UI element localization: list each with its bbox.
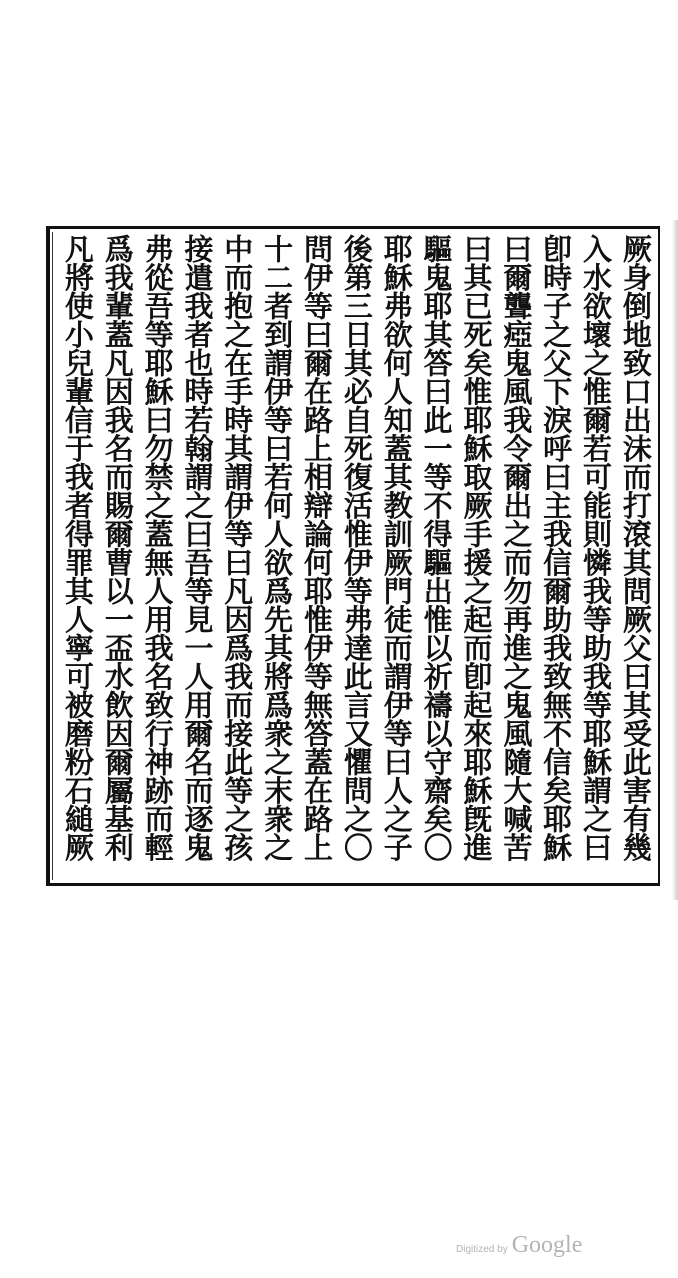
text-column: 曰其已死矣惟耶穌取厥手援之起而卽起來耶穌旣進 [459,234,494,861]
text-column: 曰爾聾瘂鬼風我令爾出之而勿再進之鬼風隨大喊苦 [499,234,534,861]
text-column: 耶穌弗欲何人知蓋其教訓厥門徒而謂伊等曰人之子 [379,234,414,861]
text-column: 爲我輩蓋凡因我名而賜爾曹以一盃水飲因爾屬基利 [100,234,135,861]
text-column: 接遣我者也時若翰謂之曰吾等見一人用爾名而逐鬼 [180,234,215,861]
text-column: 後第三日其必自死復活惟伊等弗達此言又懼問之〇 [339,234,374,861]
text-column: 入水欲壞之惟爾若可能則憐我等助我等耶穌謂之曰 [579,234,614,861]
text-column: 厥身倒地致口出沫而打滾其問厥父曰其受此害有幾 [618,234,653,861]
vertical-text-columns [58,234,656,879]
text-column: 問伊等曰爾在路上相辯論何耶惟伊等無答蓋在路上 [300,234,335,861]
text-column: 凡將使小兒輩信于我者得罪其人寧可被磨粉石縋厥 [60,234,95,861]
text-column: 十二者到謂伊等曰若何人欲爲先其將爲衆之末衆之 [260,234,295,861]
google-logo: Google [511,1232,583,1258]
inner-frame-rule [52,232,53,880]
text-column: 中而抱之在手時其謂伊等曰凡因爲我而接此等之孩 [220,234,255,861]
digitization-watermark [456,1232,582,1262]
watermark-prefix: Digitized by [456,1244,508,1255]
text-column: 驅鬼耶其答曰此一等不得驅出惟以祈禱以守齋矣〇 [419,234,454,861]
page-edge-shadow [672,220,678,900]
text-column: 弗從吾等耶穌曰勿禁之蓋無人用我名致行神跡而輕 [140,234,175,861]
text-column: 卽時子之父下淚呼曰主我信爾助我致無不信矣耶穌 [539,234,574,861]
